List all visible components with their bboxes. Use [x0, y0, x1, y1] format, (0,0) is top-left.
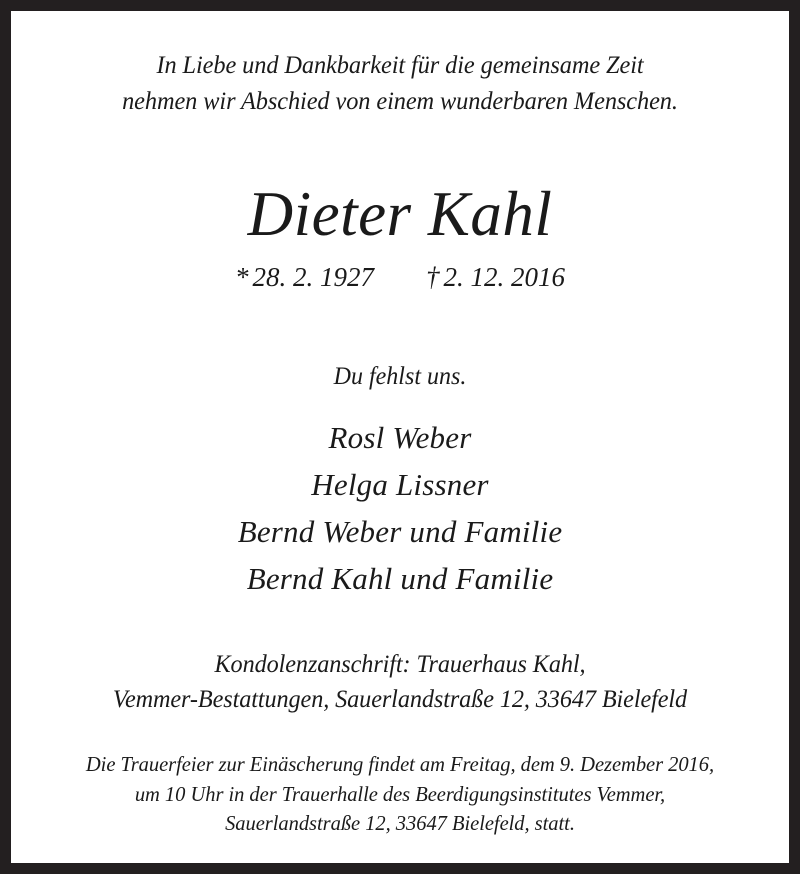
mourner-name: Bernd Kahl und Familie [246, 561, 554, 596]
ceremony-line-3: Sauerlandstraße 12, 33647 Bielefeld, statt. [225, 811, 575, 835]
deceased-name: Dieter Kahl [247, 179, 553, 249]
ceremony-line-2: um 10 Uhr in der Trauerhalle des Beerdigungsinstitutes Vemmer, [134, 781, 666, 806]
death-date: 2. 12. 2016 [443, 262, 565, 292]
condolence-address [11, 651, 789, 720]
mourner-name: Helga Lissner [311, 467, 489, 502]
birth-symbol-icon: * [235, 262, 249, 292]
birth-date: 28. 2. 1927 [252, 262, 374, 292]
obituary-card [11, 11, 789, 863]
mourner-name: Rosl Weber [328, 420, 472, 455]
ceremony-details [11, 754, 789, 843]
mourners-list [11, 422, 789, 610]
mourner-name: Bernd Weber und Familie [237, 514, 563, 549]
intro-line-1: In Liebe und Dankbarkeit für die gemeinsame Zeit [156, 50, 644, 79]
death-cross-icon: † [426, 262, 440, 292]
life-dates [11, 264, 789, 291]
condolence-line-2: Vemmer-Bestattungen, Sauerlandstraße 12, 33647 Bielefeld [112, 683, 688, 713]
condolence-line-1: Kondolenzanschrift: Trauerhaus Kahl, [214, 649, 586, 678]
ceremony-line-1: Die Trauerfeier zur Einäscherung findet am Freitag, dem 9. Dezember 2016, [85, 752, 715, 776]
farewell-block [11, 364, 789, 389]
farewell-text: Du fehlst uns. [333, 363, 467, 390]
intro-line-2: nehmen wir Abschied von einem wunderbaren Menschen. [122, 85, 678, 115]
intro-text [11, 52, 789, 123]
deceased-name-block [11, 179, 789, 249]
